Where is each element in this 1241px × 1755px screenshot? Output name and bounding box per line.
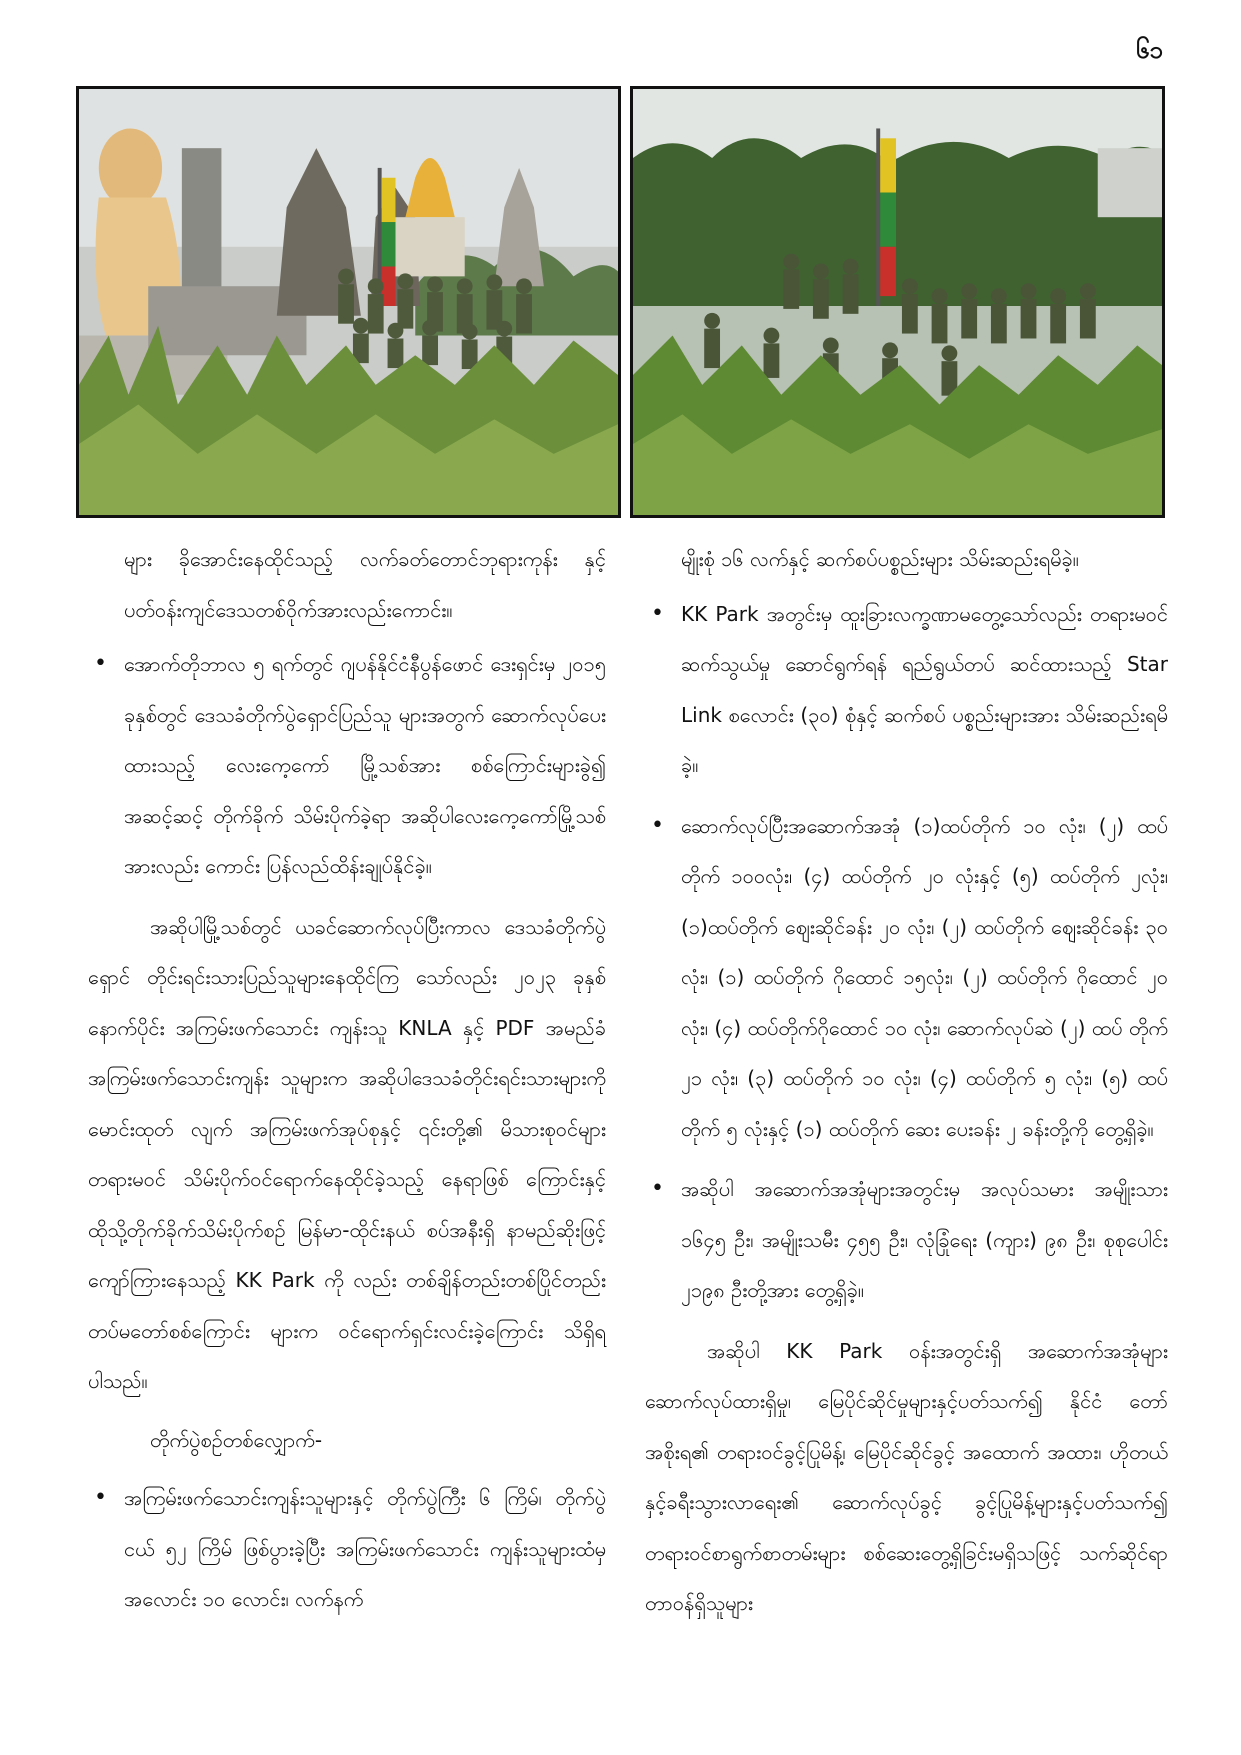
photo-soldiers-with-flag (630, 86, 1165, 518)
left-bullet-item: • အောက်တိုဘာလ ၅ ရက်တွင် ဂျပန်နိုင်ငံနီပွန်ဖောင် ဒေးရှင်းမှ ၂၀၁၅ ခုနှစ်တွင် ဒေသခံတိုက်ပွဲရှောင်ပြည်သူ များအတွက် ဆောက်လုပ်ပေးထားသည့် လေးကေ့ကော် မြို့သစ်အား စစ်ကြောင်းများခွဲ၍ အဆင့်ဆင့် တိုက်ခိုက် သိမ်းပိုက်ခဲ့ရာ အဆိုပါလေးကေ့ကော်မြို့သစ်အားလည်း ကောင်း ပြန်လည်ထိန်းချုပ်နိုင်ခဲ့။ (88, 639, 606, 892)
left-column (88, 534, 606, 1635)
left-bullet-list-1 (88, 639, 606, 892)
right-paragraph-2: အဆိုပါ KK Park ဝန်းအတွင်းရှိ အဆောက်အအုံများ ဆောက်လုပ်ထားရှိမှု၊ မြေပိုင်ဆိုင်မှုများနှင့်ပတ်သက်၍ နိုင်ငံ တော်အစိုးရ၏ တရားဝင်ခွင့်ပြုမိန့်၊ မြေပိုင်ဆိုင်ခွင့် အထောက် အထား၊ ဟိုတယ်နှင့်ခရီးသွားလာရေး၏ ဆောက်လုပ်ခွင့် ခွင့်ပြုမိန့်များနှင့်ပတ်သက်၍ တရားဝင်စာရွက်စာတမ်းများ စစ်ဆေးတွေ့ရှိခြင်းမရှိသဖြင့် သက်ဆိုင်ရာတာဝန်ရှိသူများ (645, 1338, 1168, 1615)
left-paragraph-1: များ ခိုအောင်းနေထိုင်သည့် လက်ခတ်တောင်ဘုရားကုန်း နှင့် ပတ်ဝန်းကျင်ဒေသတစ်ဝိုက်အားလည်းကောင်း။ (124, 547, 606, 622)
photo-soldiers-with-flag-icon (633, 89, 1162, 515)
right-paragraph-1: မျိုးစုံ ၁၆ လက်နှင့် ဆက်စပ်ပစ္စည်းများ သိမ်းဆည်းရမိခဲ့။ (681, 547, 1079, 571)
right-bullet-list (645, 589, 1168, 1316)
right-column (645, 534, 1168, 1633)
left-paragraph-2: အဆိုပါမြို့သစ်တွင် ယခင်ဆောက်လုပ်ပြီးကာလ ဒေသခံတိုက်ပွဲရှောင် တိုင်းရင်းသားပြည်သူများနေထိုင်ကြ သော်လည်း ၂၀၂၃ ခုနှစ်နောက်ပိုင်း အကြမ်းဖက်သောင်း ကျန်းသူ KNLA နှင့် PDF အမည်ခံ အကြမ်းဖက်သောင်းကျန်း သူများက အဆိုပါဒေသခံတိုင်းရင်းသားများကို မောင်းထုတ် လျက် အကြမ်းဖက်အုပ်စုနှင့် ၎င်းတို့၏ မိသားစုဝင်များ တရားမဝင် သိမ်းပိုက်ဝင်ရောက်နေထိုင်ခဲ့သည့် နေရာဖြစ် ကြောင်းနှင့် ထိုသို့တိုက်ခိုက်သိမ်းပိုက်စဉ် မြန်မာ-ထိုင်းနယ် စပ်အနီးရှိ နာမည်ဆိုးဖြင့် ကျော်ကြားနေသည့် KK Park ကို လည်း တစ်ချိန်တည်းတစ်ပြိုင်တည်း တပ်မတော်စစ်ကြောင်း များက ဝင်ရောက်ရှင်းလင်းခဲ့ကြောင်း သိရှိရပါသည်။ (88, 914, 606, 1393)
left-bullet-list-2 (88, 1473, 606, 1625)
page-number: ၆၁ (1136, 36, 1163, 64)
left-bullet-item: • အကြမ်းဖက်သောင်းကျန်းသူများနှင့် တိုက်ပွဲကြီး ၆ ကြိမ်၊ တိုက်ပွဲငယ် ၅၂ ကြိမ် ဖြစ်ပွားခဲ့ပြီး အကြမ်းဖက်သောင်း ကျန်းသူများထံမှ အလောင်း ၁၀ လောင်း၊ လက်နက် (88, 1473, 606, 1625)
photo-soldiers-at-pagoda (76, 86, 621, 518)
right-bullet-item: • အဆိုပါ အဆောက်အအုံများအတွင်းမှ အလုပ်သမား အမျိုးသား ၁၆၄၅ ဦး၊ အမျိုးသမီး ၄၅၅ ဦး၊ လုံခြုံရေး (ကျား) ၉၈ ဦး၊ စုစုပေါင်း ၂၁၉၈ ဦးတို့အား တွေ့ရှိခဲ့။ (645, 1164, 1168, 1316)
right-bullet-item: • ဆောက်လုပ်ပြီးအဆောက်အအုံ (၁)ထပ်တိုက် ၁၀ လုံး၊ (၂) ထပ်တိုက် ၁၀၀လုံး၊ (၄) ထပ်တိုက် ၂၀ လုံးနှင့် (၅) ထပ်တိုက် ၂လုံး၊(၁)ထပ်တိုက် ဈေးဆိုင်ခန်း ၂၀ လုံး၊ (၂) ထပ်တိုက် ဈေးဆိုင်ခန်း ၃၀ လုံး၊ (၁) ထပ်တိုက် ဂိုထောင် ၁၅လုံး၊ (၂) ထပ်တိုက် ဂိုထောင် ၂၀ လုံး၊ (၄) ထပ်တိုက်ဂိုထောင် ၁၀ လုံး၊ ဆောက်လုပ်ဆဲ (၂) ထပ် တိုက် ၂၁ လုံး၊ (၃) ထပ်တိုက် ၁၀ လုံး၊ (၄) ထပ်တိုက် ၅ လုံး၊ (၅) ထပ်တိုက် ၅ လုံးနှင့် (၁) ထပ်တိုက် ဆေး ပေးခန်း ၂ ခန်းတို့ကို တွေ့ရှိခဲ့။ (645, 801, 1168, 1155)
left-subheading: တိုက်ပွဲစဉ်တစ်လျှောက်- (150, 1427, 323, 1452)
photo-soldiers-at-pagoda-icon (79, 89, 618, 515)
right-bullet-item: • KK Park အတွင်းမှ ထူးခြားလက္ခဏာမတွေ့သော်လည်း တရားမဝင်ဆက်သွယ်မှု ဆောင်ရွက်ရန် ရည်ရွယ်တပ် ဆင်ထားသည့် Star Link စလောင်း (၃၀) စုံနှင့် ဆက်စပ် ပစ္စည်းများအား သိမ်းဆည်းရမိခဲ့။ (645, 589, 1168, 791)
